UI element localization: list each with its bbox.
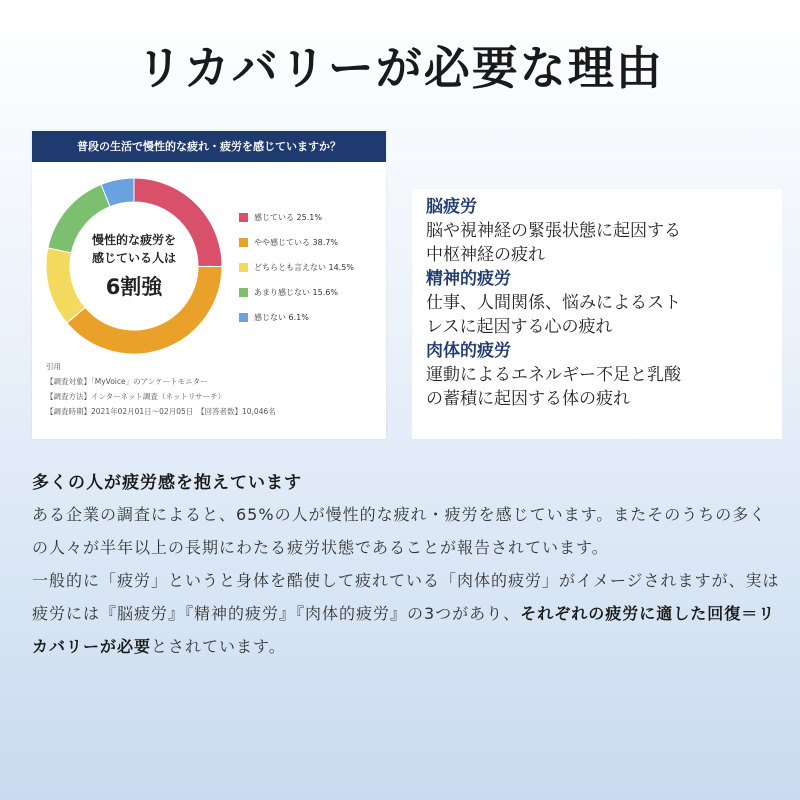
legend-item-3: [239, 262, 354, 272]
type-desc-brain-line1: 脳や視神経の緊張状態に起因する: [426, 221, 681, 241]
page-title: リカバリーが必要な理由: [136, 41, 664, 95]
survey-citation: [46, 359, 276, 419]
citation-target: 【調査対象】「MyVoice」のアンケートモニター: [46, 377, 208, 386]
citation-period: 【調査時期】2021年02月01日〜02月05日 【回答者数】10,046名: [46, 407, 276, 416]
donut-center-line1: 慢性的な疲労を: [91, 233, 176, 247]
body-heading: 多くの人が疲労感を抱えています: [32, 473, 302, 493]
legend-label: 感じない 6.1%: [254, 312, 309, 322]
citation-method: 【調査方法】インターネット調査（ネットリサーチ）: [46, 392, 226, 401]
legend-swatch: [239, 313, 248, 322]
chart-legend: [239, 212, 354, 337]
survey-question: 普段の生活で慢性的な疲れ・疲労を感じていますか？: [32, 131, 386, 162]
body-paragraph-2-end: とされています。: [151, 637, 286, 656]
donut-center-label: [44, 176, 224, 356]
type-desc-physical-line2: の蓄積に起因する体の疲れ: [426, 389, 630, 409]
type-heading-mental: 精神的疲労: [426, 269, 511, 289]
legend-swatch: [239, 263, 248, 272]
type-desc-mental-line2: レスに起因する心の疲れ: [426, 317, 613, 337]
body-paragraph-2-start: 一般的に「疲労」というと身体を酷使して疲れている「肉体的疲労」がイメージされますが、実は疲労には『脳疲労』『精神的疲労』『肉体的疲労』の3つがあり、: [32, 571, 780, 623]
legend-label: あまり感じない 15.6%: [254, 287, 338, 297]
type-heading-brain: 脳疲労: [426, 197, 477, 217]
type-desc-physical-line1: 運動によるエネルギー不足と乳酸: [426, 365, 681, 385]
survey-card: [32, 131, 386, 439]
body-paragraph-2-emphasis: それぞれの疲労に適した回復＝リカバリーが必要: [32, 604, 776, 656]
legend-label: やや感じている 38.7%: [254, 237, 338, 247]
legend-label: どちらとも言えない 14.5%: [254, 262, 354, 272]
body-section: [32, 468, 782, 663]
fatigue-types-box: [412, 189, 782, 439]
legend-item-1: [239, 212, 354, 222]
donut-chart: [44, 176, 224, 356]
type-desc-mental-line1: 仕事、人間関係、悩みによるスト: [426, 293, 681, 313]
legend-swatch: [239, 288, 248, 297]
donut-center-highlight: 6割強: [105, 275, 163, 299]
legend-swatch: [239, 213, 248, 222]
donut-center-line2: 感じている人は: [91, 251, 176, 265]
legend-swatch: [239, 238, 248, 247]
legend-item-2: [239, 237, 354, 247]
type-desc-brain-line2: 中枢神経の疲れ: [426, 245, 545, 265]
legend-item-4: [239, 287, 354, 297]
legend-item-5: [239, 312, 354, 322]
type-heading-physical: 肉体的疲労: [426, 341, 511, 361]
citation-label: 引用: [46, 362, 61, 371]
legend-label: 感じている 25.1%: [254, 212, 322, 222]
body-paragraph-2: [32, 564, 782, 663]
body-paragraph-1: ある企業の調査によると、65%の人が慢性的な疲れ・疲労を感じています。またそのうちの多くの人々が半年以上の長期にわたる疲労状態であることが報告されています。: [32, 505, 767, 557]
